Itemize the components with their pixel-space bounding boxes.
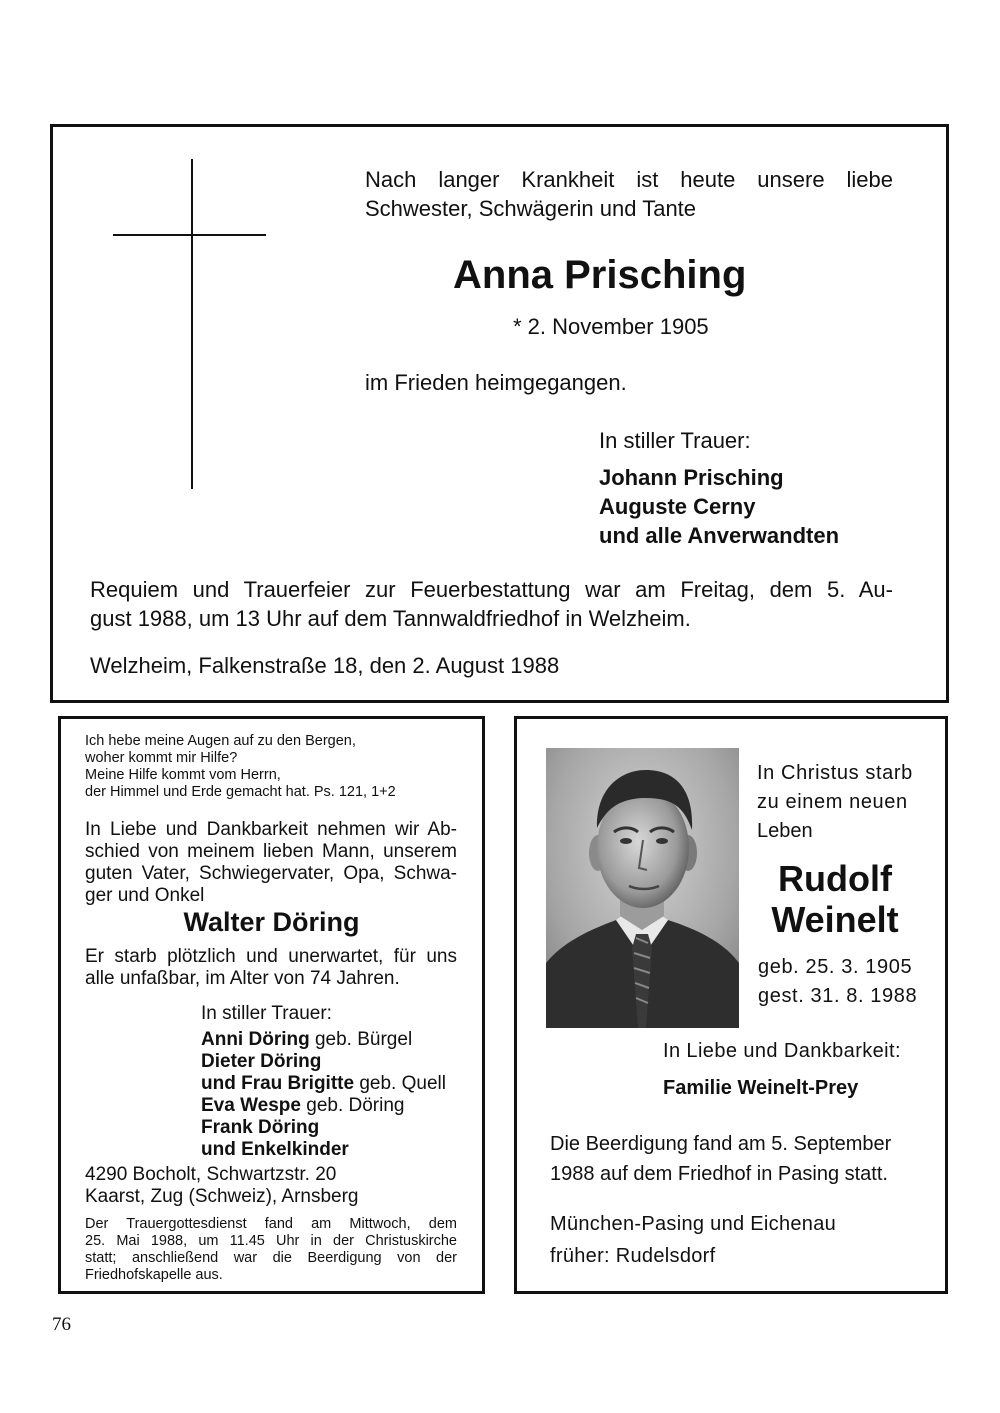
birth-date: * 2. November 1905 [513, 314, 709, 339]
death-line: Er starb plötzlich und unerwartet, für uns [85, 946, 457, 967]
intro-line: Leben [757, 820, 813, 842]
intro-line: schied von meinem lieben Mann, unserem [85, 841, 457, 862]
requiem-line-2: gust 1988, um 13 Uhr auf dem Tannwaldfriedhof in Welzheim. [90, 606, 691, 631]
mourner-3: und alle Anverwandten [599, 523, 840, 548]
address [85, 1164, 457, 1208]
psalm-line: der Himmel und Erde gemacht hat. Ps. 121, 1+2 [85, 784, 396, 800]
mourner-list [201, 1029, 471, 1161]
psalm [85, 733, 465, 801]
notice-rudolf-weinelt [514, 716, 948, 1294]
cross-icon [191, 159, 193, 489]
passed-text: im Frieden heimgegangen. [365, 370, 627, 395]
psalm-line: Meine Hilfe kommt vom Herrn, [85, 767, 281, 783]
burial-line: 1988 auf dem Friedhof in Pasing statt. [550, 1163, 888, 1185]
address-line: 4290 Bocholt, Schwartzstr. 20 [85, 1164, 337, 1185]
deceased-name: Walter Döring [183, 907, 360, 937]
service-line: 25. Mai 1988, um 11.45 Uhr in der Christuskirche [85, 1233, 457, 1249]
place-date: Welzheim, Falkenstraße 18, den 2. August 1988 [90, 653, 560, 678]
intro-text [757, 759, 913, 846]
requiem-line-1: Requiem und Trauerfeier zur Feuerbestattung war am Freitag, dem 5. Au- [90, 577, 893, 602]
portrait-image [546, 748, 739, 1028]
service-line: Friedhofskapelle aus. [85, 1267, 223, 1283]
death-text [85, 946, 457, 990]
family-name: Familie Weinelt-Prey [663, 1077, 859, 1099]
deceased-last-name: Weinelt [771, 899, 899, 940]
intro-line: In Christus starb [757, 762, 913, 784]
portrait-photo [546, 748, 739, 1028]
address-line: Kaarst, Zug (Schweiz), Arnsberg [85, 1186, 359, 1207]
death-date: gest. 31. 8. 1988 [758, 985, 918, 1007]
deceased-name: Anna Prisching [453, 253, 747, 297]
mourner: Frank Döring [201, 1117, 320, 1138]
intro-text [85, 819, 457, 907]
cross-bar [113, 234, 266, 236]
former-residence: früher: Rudelsdorf [550, 1245, 716, 1267]
notice-walter-doering [58, 716, 485, 1294]
mourner-2: Auguste Cerny [599, 494, 756, 519]
page-number: 76 [52, 1314, 71, 1335]
notice-anna-prisching [50, 124, 949, 703]
mourner: und Frau Brigitte geb. Quell [201, 1073, 446, 1094]
intro-line: guten Vater, Schwiegervater, Opa, Schwa- [85, 863, 457, 884]
mourning-label: In stiller Trauer: [599, 428, 751, 453]
intro-line: In Liebe und Dankbarkeit nehmen wir Ab- [85, 819, 457, 840]
death-line: alle unfaßbar, im Alter von 74 Jahren. [85, 968, 400, 989]
burial-info [550, 1129, 891, 1189]
service-info [85, 1216, 457, 1284]
intro-line: zu einem neuen [757, 791, 908, 813]
intro-line: ger und Onkel [85, 885, 205, 906]
intro-line-1: Nach langer Krankheit ist heute unsere liebe [365, 167, 893, 192]
psalm-line: Ich hebe meine Augen auf zu den Bergen, [85, 733, 356, 749]
mourner-1: Johann Prisching [599, 465, 784, 490]
mourner: Anni Döring geb. Bürgel [201, 1029, 413, 1050]
burial-line: Die Beerdigung fand am 5. September [550, 1133, 892, 1155]
deceased-first-name: Rudolf [778, 858, 892, 899]
mourning-label: In stiller Trauer: [201, 1003, 332, 1024]
birth-date: geb. 25. 3. 1905 [758, 956, 913, 978]
intro-line-2: Schwester, Schwägerin und Tante [365, 196, 697, 221]
service-line: statt; anschließend war die Beerdigung von der [85, 1250, 457, 1266]
service-line: Der Trauergottesdienst fand am Mittwoch, dem [85, 1216, 457, 1232]
mourner: Dieter Döring [201, 1051, 322, 1072]
mourner: und Enkelkinder [201, 1139, 349, 1160]
psalm-line: woher kommt mir Hilfe? [85, 750, 238, 766]
place: München-Pasing und Eichenau [550, 1213, 837, 1235]
thanks-label: In Liebe und Dankbarkeit: [663, 1040, 901, 1062]
mourner: Eva Wespe geb. Döring [201, 1095, 405, 1116]
